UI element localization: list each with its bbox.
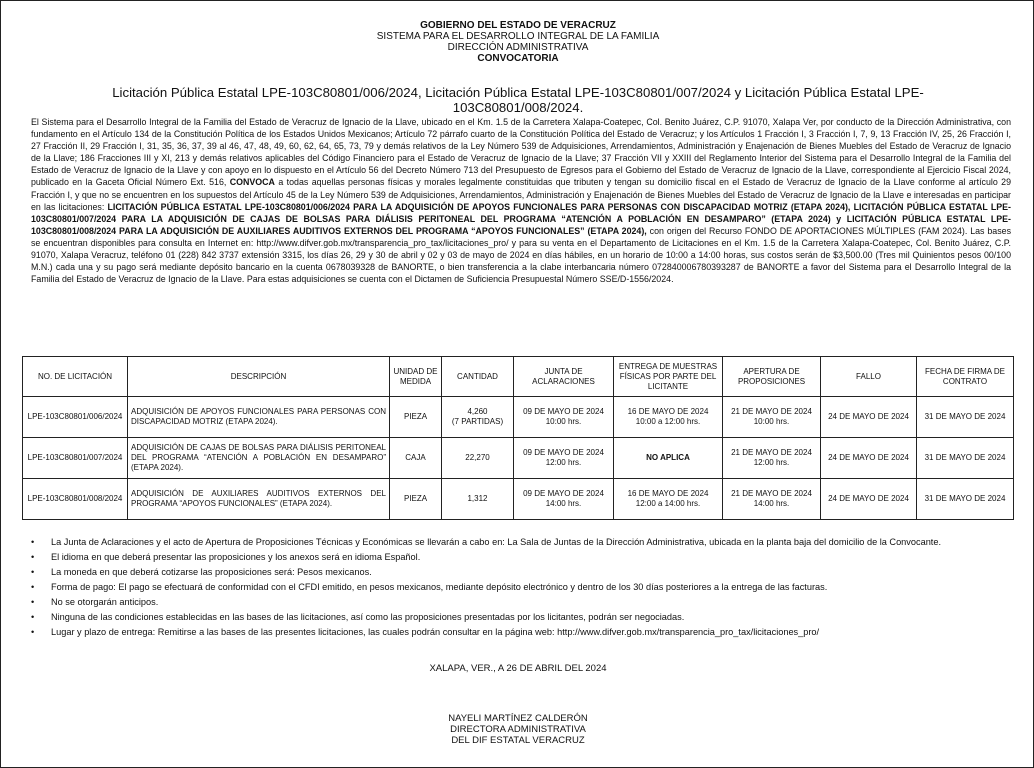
cell-junta bbox=[514, 438, 614, 479]
signer-organization: DEL DIF ESTATAL VERACRUZ bbox=[451, 735, 585, 746]
cell-cantidad-note: (7 PARTIDAS) bbox=[451, 417, 504, 426]
cell-apertura bbox=[723, 397, 821, 438]
cell-apertura bbox=[723, 438, 821, 479]
table-row bbox=[23, 479, 1014, 520]
intro-part-3: con origen del Recurso FONDO DE APORTACIONES MÚLTIPLES (FAM 2024). Las bases se encuentran disponibles para consulta en Internet en: http://www.difver.gob.mx/transparencia_pro_tax/licitaciones_pro/ y para su venta en el Departamento de Licitaciones en el Km. 1.5 de la Carretera Xalapa-Coatepec, Col. Benito Juárez, C.P. 91070, Xalapa Veracruz, teléfono 01 (228) 842 3737 extensión 3315, los días 26, 29 y 30 de abril y 02 y 03 de mayo de 2024 en días hábiles, en un horario de 10:00 a 14:00 horas, sus costos serán de $3,500.00 (Tres mil Quinientos pesos 00/100 M.N.) cada una y su pago será mediante depósito bancario en la cuenta 0678039328 de BANORTE, o bien transferencia a la clabe interbancaria número 072840006780393287 de BANORTE a favor del Sistema para el Desarrollo Integral de la Familia del Estado de Veracruz de Ignacio de la Llave. Para estas adquisiciones se cuenta con el Dictamen de Suficiencia Presupuestal Número SSE/D-1556/2024. bbox=[31, 225, 1011, 285]
header-government: GOBIERNO DEL ESTADO DE VERACRUZ bbox=[420, 20, 616, 31]
cell-muestras: NO APLICA bbox=[614, 438, 723, 479]
col-header-cantidad: CANTIDAD bbox=[442, 357, 514, 397]
intro-part-1: El Sistema para el Desarrollo Integral de la Familia del Estado de Veracruz de Ignacio de la Llave, ubicado en el Km. 1.5 de la Carretera Xalapa-Coatepec, Col. Benito Juárez, C.P. 91070, Xalapa Ver, por conducto de la Dirección Administrativa, con fundamento en el Artículo 134 de la Constitución Política de los Estados Unidos Mexicanos; Artículo 72 párrafo cuarto de la Constitución Política del Estado de Veracruz; y los Artículos 1 Fracción I, 3 Fracción I, 7, 9, 13 Fracción IV, 25, 26 Fracción I, 27 Fracción II, 29 Fracción I, 31, 35, 36, 37, 39 al 46, 47, 48, 49, 60, 62, 64, 65, 73, 79 y demás relativos de la Ley Número 539 de Adquisiciones, Arrendamientos, Administración y Enajenación de Bienes Muebles del Estado de Veracruz de Ignacio de la Llave; 186 Fracciones III y XI, 213 y demás relativos aplicables del Código Financiero para el Estado de Veracruz de Ignacio de la Llave; 37 Fracción VII y XXIII del Reglamento Interior del Sistema para el Desarrollo Integral de la Familia del Estado de Veracruz de Ignacio de la Llave y con apoyo en lo dispuesto en el Artículo 56 del Decreto Número 713 del Presupuesto de Egresos para el Gobierno del Estado de Veracruz de Ignacio de la Llave, correspondiente al Ejercicio Fiscal 2024, publicado en la Gaceta Oficial Número Ext. 516, bbox=[31, 117, 1011, 188]
col-header-apertura: APERTURA DE PROPOSICIONES bbox=[723, 357, 821, 397]
list-item-text: La Junta de Aclaraciones y el acto de Apertura de Proposiciones Técnicas y Económicas se llevarán a cabo en: La Sala de Juntas de la Dirección Administrativa, ubicada en la planta baja del domicilio de la Convocante. bbox=[51, 537, 942, 547]
col-header-muestras: ENTREGA DE MUESTRAS FÍSICAS POR PARTE DEL LICITANTE bbox=[614, 357, 723, 397]
cell-apertura-time: 14:00 hrs. bbox=[753, 499, 790, 508]
bullet-dot-icon: • bbox=[31, 537, 35, 547]
cell-unidad: PIEZA bbox=[390, 397, 442, 438]
signature-block bbox=[1, 713, 1034, 746]
cell-cantidad: 1,312 bbox=[442, 479, 514, 520]
table-header-row bbox=[23, 357, 1014, 397]
cell-unidad: PIEZA bbox=[390, 479, 442, 520]
intro-bold-licitaciones: LICITACIÓN PÚBLICA ESTATAL LPE-103C80801/006/2024 PARA LA ADQUISICIÓN DE APOYOS FUNCIONALES PARA PERSONAS CON DISCAPACIDAD MOTRIZ (ETAPA 2024), LICITACIÓN PÚBLICA ESTATAL LPE-103C80801/007/2024 PARA LA ADQUISICIÓN DE CAJAS DE BOLSAS PARA DIÁLISIS PERITONEAL DEL PROGRAMA “ATENCIÓN A POBLACIÓN EN DESAMPARO” (ETAPA 2024) y LICITACIÓN PÚBLICA ESTATAL LPE-103C80801/008/2024 PARA LA ADQUISICIÓN DE AUXILIARES AUDITIVOS EXTERNOS DEL PROGRAMA “APOYOS FUNCIONALES” (ETAPA 2024), bbox=[31, 201, 1011, 236]
cell-apertura-date: 21 DE MAYO DE 2024 bbox=[731, 489, 812, 498]
list-item bbox=[31, 581, 1023, 593]
header-convocatoria: CONVOCATORIA bbox=[477, 53, 559, 64]
cell-apertura-time: 10:00 hrs. bbox=[753, 417, 790, 426]
cell-firma: 31 DE MAYO DE 2024 bbox=[917, 397, 1014, 438]
cell-descripcion: ADQUISICIÓN DE CAJAS DE BOLSAS PARA DIÁLISIS PERITONEAL DEL PROGRAMA “ATENCIÓN A POBLACIÓN EN DESAMPARO” (ETAPA 2024). bbox=[128, 438, 390, 479]
list-item-text: Lugar y plazo de entrega: Remitirse a las bases de las presentes licitaciones, las cuales podrán consultar en la página web: http://www.difver.gob.mx/transparencia_pro_tax/licitaciones_pro/ bbox=[51, 627, 820, 637]
cell-junta-date: 09 DE MAYO DE 2024 bbox=[523, 407, 604, 416]
licitaciones-table bbox=[22, 356, 1014, 520]
col-header-unidad: UNIDAD DE MEDIDA bbox=[390, 357, 442, 397]
list-item bbox=[31, 536, 1023, 548]
cell-no: LPE-103C80801/006/2024 bbox=[23, 397, 128, 438]
cell-muestras-time: 10:00 a 12:00 hrs. bbox=[635, 417, 701, 426]
col-header-no: NO. DE LICITACIÓN bbox=[23, 357, 128, 397]
col-header-fallo: FALLO bbox=[821, 357, 917, 397]
list-item bbox=[31, 611, 1023, 623]
list-item bbox=[31, 551, 1023, 563]
document-header bbox=[1, 20, 1034, 64]
cell-muestras-date: 16 DE MAYO DE 2024 bbox=[627, 489, 709, 498]
bullet-dot-icon: • bbox=[31, 552, 35, 562]
table-row bbox=[23, 397, 1014, 438]
cell-apertura-date: 21 DE MAYO DE 2024 bbox=[731, 448, 812, 457]
bullet-dot-icon: • bbox=[31, 612, 35, 622]
cell-cantidad-value: 4,260 bbox=[467, 407, 488, 416]
cell-fallo: 24 DE MAYO DE 2024 bbox=[821, 479, 917, 520]
cell-muestras-date: 16 DE MAYO DE 2024 bbox=[627, 407, 709, 416]
intro-paragraph bbox=[31, 116, 1011, 285]
cell-junta-time: 10:00 hrs. bbox=[545, 417, 582, 426]
cell-unidad: CAJA bbox=[390, 438, 442, 479]
bullet-dot-icon: • bbox=[31, 627, 35, 637]
cell-cantidad bbox=[442, 397, 514, 438]
cell-descripcion: ADQUISICIÓN DE AUXILIARES AUDITIVOS EXTERNOS DEL PROGRAMA “APOYOS FUNCIONALES” (ETAPA 2024). bbox=[128, 479, 390, 520]
header-direction: DIRECCIÓN ADMINISTRATIVA bbox=[447, 42, 589, 53]
cell-cantidad: 22,270 bbox=[442, 438, 514, 479]
cell-junta-time: 14:00 hrs. bbox=[545, 499, 582, 508]
list-item bbox=[31, 626, 1023, 638]
cell-muestras bbox=[614, 397, 723, 438]
cell-fallo: 24 DE MAYO DE 2024 bbox=[821, 397, 917, 438]
conditions-list bbox=[29, 536, 1023, 641]
list-item bbox=[31, 596, 1023, 608]
cell-apertura-time: 12:00 hrs. bbox=[753, 458, 790, 467]
col-header-descripcion: DESCRIPCIÓN bbox=[128, 357, 390, 397]
list-item-text: Forma de pago: El pago se efectuará de conformidad con el CFDI emitido, en pesos mexicanos, mediante depósito electrónico y dentro de los 30 días posteriores a la entrega de las facturas. bbox=[51, 582, 828, 592]
list-item-text: El idioma en que deberá presentar las proposiciones y los anexos será en idioma Español. bbox=[51, 552, 421, 562]
cell-junta bbox=[514, 397, 614, 438]
list-item-text: Ninguna de las condiciones establecidas en las bases de las licitaciones, así como las proposiciones presentadas por los licitantes, podrán ser negociadas. bbox=[51, 612, 685, 622]
table-row bbox=[23, 438, 1014, 479]
list-item-text: No se otorgarán anticipos. bbox=[51, 597, 159, 607]
cell-apertura-date: 21 DE MAYO DE 2024 bbox=[731, 407, 812, 416]
cell-junta bbox=[514, 479, 614, 520]
list-item-text: La moneda en que deberá cotizarse las proposiciones será: Pesos mexicanos. bbox=[51, 567, 372, 577]
header-system: SISTEMA PARA EL DESARROLLO INTEGRAL DE LA FAMILIA bbox=[376, 31, 660, 42]
cell-descripcion: ADQUISICIÓN DE APOYOS FUNCIONALES PARA PERSONAS CON DISCAPACIDAD MOTRIZ (ETAPA 2024). bbox=[128, 397, 390, 438]
cell-muestras bbox=[614, 479, 723, 520]
place-and-date: XALAPA, VER., A 26 DE ABRIL DEL 2024 bbox=[429, 663, 607, 674]
bullet-dot-icon: • bbox=[31, 567, 35, 577]
cell-fallo: 24 DE MAYO DE 2024 bbox=[821, 438, 917, 479]
col-header-junta: JUNTA DE ACLARACIONES bbox=[514, 357, 614, 397]
cell-no: LPE-103C80801/007/2024 bbox=[23, 438, 128, 479]
cell-apertura bbox=[723, 479, 821, 520]
cell-junta-date: 09 DE MAYO DE 2024 bbox=[523, 489, 604, 498]
signer-role: DIRECTORA ADMINISTRATIVA bbox=[450, 724, 586, 735]
col-header-firma: FECHA DE FIRMA DE CONTRATO bbox=[917, 357, 1014, 397]
cell-firma: 31 DE MAYO DE 2024 bbox=[917, 438, 1014, 479]
list-item bbox=[31, 566, 1023, 578]
intro-part-2: a todas aquellas personas físicas y morales legalmente constituidas que tributen y tengan su domicilio fiscal en el Estado de Veracruz de Ignacio de la Llave conforme al artículo 29 Fracción I, y que no se encuentren en los supuestos del Artículo 45 de la Ley Número 539 de Adquisiciones, Arrendamientos, Administración y Enajenación de Bienes Muebles del Estado de Veracruz de Ignacio de la Llave e interesadas en participar en las licitaciones: bbox=[31, 177, 1011, 212]
cell-junta-date: 09 DE MAYO DE 2024 bbox=[523, 448, 604, 457]
cell-no: LPE-103C80801/008/2024 bbox=[23, 479, 128, 520]
intro-convoca: CONVOCA bbox=[229, 177, 275, 188]
document-title: Licitación Pública Estatal LPE-103C80801/006/2024, Licitación Pública Estatal LPE-103C80801/007/2024 y Licitación Pública Estatal LPE-103C80801/008/2024. bbox=[112, 85, 924, 115]
signer-name: NAYELI MARTÍNEZ CALDERÓN bbox=[448, 713, 588, 724]
cell-junta-time: 12:00 hrs. bbox=[545, 458, 582, 467]
cell-firma: 31 DE MAYO DE 2024 bbox=[917, 479, 1014, 520]
cell-muestras-time: 12:00 a 14:00 hrs. bbox=[635, 499, 701, 508]
bullet-dot-icon: • bbox=[31, 582, 35, 592]
bullet-dot-icon: • bbox=[31, 597, 35, 607]
